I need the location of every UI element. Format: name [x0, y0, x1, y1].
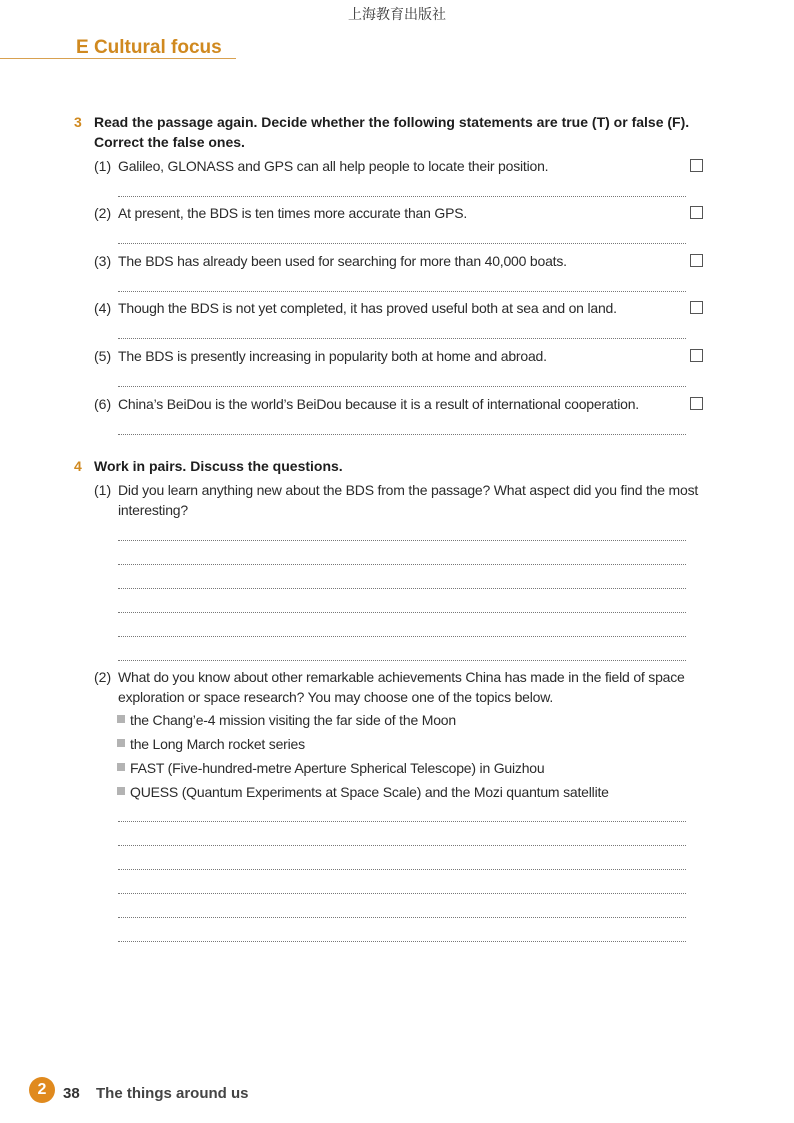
statement-1	[94, 156, 704, 176]
task-instruction: Work in pairs. Discuss the questions.	[94, 458, 343, 474]
answer-line[interactable]	[118, 941, 686, 942]
statement-text: At present, the BDS is ten times more accurate than GPS.	[118, 205, 468, 221]
answer-line[interactable]	[118, 588, 686, 589]
section-title-rule	[0, 58, 236, 59]
answer-line[interactable]	[118, 821, 686, 822]
topic-list	[116, 710, 716, 806]
statement-4	[94, 298, 704, 318]
statement-number: (1)	[94, 158, 112, 174]
topic-text: the Chang’e-4 mission visiting the far side of the Moon	[130, 712, 456, 728]
statement-number: (5)	[94, 348, 112, 364]
square-bullet-icon	[117, 739, 125, 747]
topic-text: FAST (Five-hundred-metre Aperture Spherical Telescope) in Guizhou	[130, 760, 545, 776]
tf-checkbox[interactable]	[690, 301, 703, 314]
statement-2	[94, 203, 704, 223]
statement-number: (3)	[94, 253, 112, 269]
answer-line[interactable]	[118, 540, 686, 541]
task-4-heading	[74, 456, 714, 476]
tf-checkbox[interactable]	[690, 349, 703, 362]
statement-number: (2)	[94, 205, 112, 221]
question-text: What do you know about other remarkable achievements China has made in the field of space exploration or space research? You may choose one of the topics below.	[118, 669, 685, 705]
section-title: E Cultural focus	[76, 37, 222, 58]
question-2	[94, 667, 704, 707]
page-number: 38	[63, 1085, 80, 1102]
task-instruction-line2: Correct the false ones.	[94, 134, 245, 150]
tf-checkbox[interactable]	[690, 206, 703, 219]
unit-title: The things around us	[96, 1085, 249, 1102]
statement-number: (4)	[94, 300, 112, 316]
statement-6	[94, 394, 704, 414]
answer-line[interactable]	[118, 564, 686, 565]
question-1	[94, 480, 704, 520]
answer-line[interactable]	[118, 196, 686, 197]
answer-line[interactable]	[118, 386, 686, 387]
question-number: (1)	[94, 482, 112, 498]
square-bullet-icon	[117, 763, 125, 771]
statement-text: China’s BeiDou is the world’s BeiDou because it is a result of international cooperation.	[118, 396, 639, 412]
answer-line[interactable]	[118, 612, 686, 613]
topic-text: the Long March rocket series	[130, 736, 305, 752]
statement-text: The BDS has already been used for searching for more than 40,000 boats.	[118, 253, 567, 269]
statement-3	[94, 251, 704, 271]
answer-line[interactable]	[118, 917, 686, 918]
topic-item	[116, 782, 716, 806]
topic-text: QUESS (Quantum Experiments at Space Scale) and the Mozi quantum satellite	[130, 784, 609, 800]
task-instruction-line1: Read the passage again. Decide whether the following statements are true (T) or false (F).	[94, 114, 690, 130]
publisher-header: 上海教育出版社	[348, 7, 446, 23]
answer-line[interactable]	[118, 869, 686, 870]
question-number: (2)	[94, 669, 112, 685]
statement-text: Galileo, GLONASS and GPS can all help people to locate their position.	[118, 158, 549, 174]
answer-line[interactable]	[118, 845, 686, 846]
question-text: Did you learn anything new about the BDS from the passage? What aspect did you find the most interesting?	[118, 482, 699, 518]
answer-line[interactable]	[118, 338, 686, 339]
topic-item	[116, 734, 716, 758]
task-3-heading	[74, 112, 714, 152]
tf-checkbox[interactable]	[690, 397, 703, 410]
tf-checkbox[interactable]	[690, 159, 703, 172]
answer-line[interactable]	[118, 660, 686, 661]
topic-item	[116, 710, 716, 734]
statement-text: Though the BDS is not yet completed, it has proved useful both at sea and on land.	[118, 300, 617, 316]
task-number: 4	[74, 458, 82, 474]
answer-line[interactable]	[118, 291, 686, 292]
statement-text: The BDS is presently increasing in popularity both at home and abroad.	[118, 348, 547, 364]
topic-item	[116, 758, 716, 782]
task-number: 3	[74, 114, 82, 130]
statement-number: (6)	[94, 396, 112, 412]
tf-checkbox[interactable]	[690, 254, 703, 267]
square-bullet-icon	[117, 715, 125, 723]
unit-number-badge: 2	[29, 1077, 55, 1103]
answer-line[interactable]	[118, 434, 686, 435]
answer-line[interactable]	[118, 893, 686, 894]
statement-5	[94, 346, 704, 366]
answer-line[interactable]	[118, 243, 686, 244]
square-bullet-icon	[117, 787, 125, 795]
answer-line[interactable]	[118, 636, 686, 637]
